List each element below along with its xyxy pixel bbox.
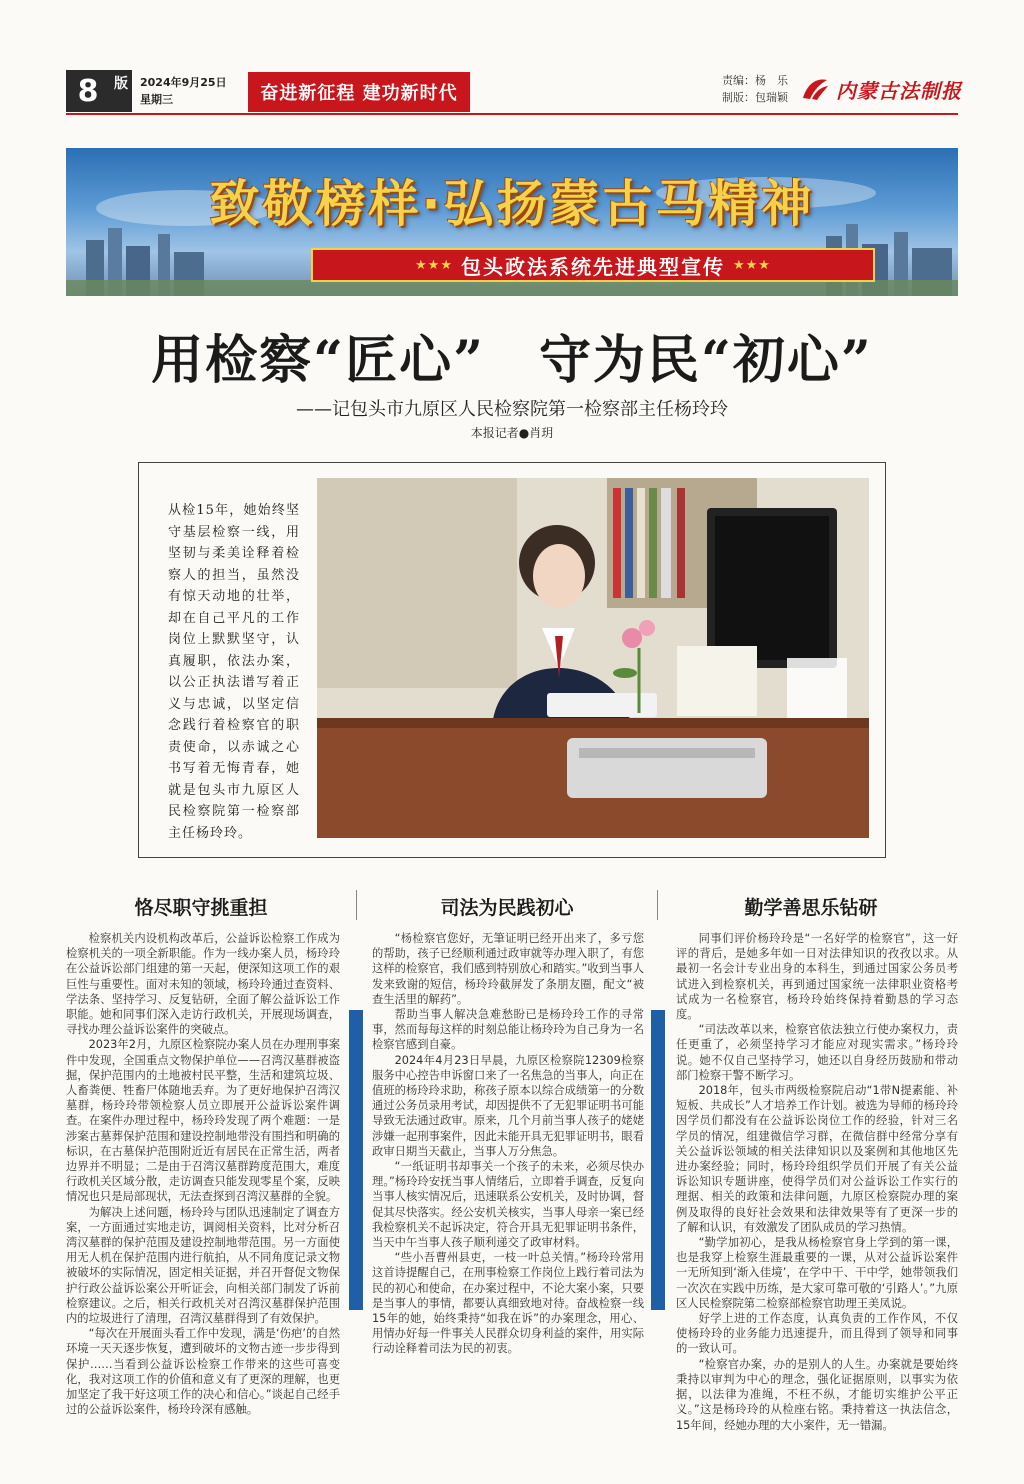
paragraph: 好学上进的工作态度，认真负责的工作作风，不仅使杨玲玲的业务能力迅速提升，而且得到了领导和同事的一致认可。 — [676, 1312, 958, 1356]
column-divider — [356, 890, 357, 920]
banner-subtitle — [311, 248, 875, 282]
photo-prosecutor-at-desk-icon — [317, 478, 869, 838]
column-title-3: 勤学善思乐钻研 — [744, 897, 878, 919]
date-text: 2024年9月25日 — [140, 76, 227, 89]
paragraph: “杨检察官您好，无筆证明已经开出来了，多亏您的帮助，孩子已经顺利通过政审就等办理入职了，有您这样的检察官，我们感到特别放心和踏实。”收到当事人发来致谢的短信，杨玲玲截屏发了条朋友圈，配文“被查生活里的解药”。 — [372, 932, 644, 1006]
column-accent-bar — [651, 1010, 665, 1310]
weekday-text: 星期三 — [140, 93, 173, 106]
banner-title: 致敬榜样·弘扬蒙古马精神 — [209, 175, 815, 233]
column-body-3 — [676, 931, 958, 1433]
column-divider — [657, 890, 658, 920]
banner-subtitle-text: 包头政法系统先进典型宣传 — [461, 254, 725, 279]
paragraph: “些小吾曹州县吏，一枝一叶总关情。”杨玲玲常用这首诗提醒自己，在刑事检察工作岗位上践行着司法为民的初心和使命，在办案过程中，不论大案小案，只要是当事人的事情，都要认真细致地对待。奋战检察一线15年的她，始终秉持“如我在诉”的办案理念，用心、用情办好每一件事关人民群众切身利益的案件，用实际行动诠释着司法为民的初衷。 — [372, 1251, 644, 1356]
producer-name: 制版：包瑞颖 — [722, 91, 788, 104]
paragraph: 为解决上述问题，杨玲玲与团队迅速制定了调查方案，一方面通过实地走访，调阅相关资料，比对分析召湾汉墓群的保护范围及建设控制地带范围。另一方面使用无人机在保护范围内进行航拍，从不同角度记录文物被破坏的实际情况，固定相关证据，并召开督促文物保护行政公益诉讼案公开听证会，向相关部门制发了诉前检察建议。之后，相关行政机关对召湾汉墓群保护范围内的垃圾进行了清理，召湾汉墓群得到了有效保护。 — [66, 1205, 340, 1326]
star-decoration-right: ★★★ — [733, 257, 771, 273]
editor-name: 责编：杨 乐 — [722, 74, 788, 87]
page-unit: 版 — [110, 70, 132, 112]
intro-text: 从检15年，她始终坚守基层检察一线，用坚韧与柔美诠释着检察人的担当，虽然没有惊天动地的壮举，却在自己平凡的工作岗位上默默坚守，认真履职，依法办案，以公正执法谱写着正义与忠诚，以坚定信念践行着检察官的职责使命，以赤诚之心书写着无悔青春，她就是包头市九原区人民检察院第一检察部主任杨玲玲。 — [168, 503, 300, 841]
article-photo — [317, 478, 869, 838]
article-subheadline: ——记包头市九原区人民检察院第一检察部主任杨玲玲 — [296, 399, 728, 420]
editor-credits — [722, 72, 788, 106]
logo-icon — [800, 76, 830, 102]
paragraph: 2018年，包头市两级检察院启动“1带N提素能、补短板、共成长”人才培养工作计划。被选为导师的杨玲玲因学员们都没有在公益诉讼岗位工作的经验，针对三名学员的情况，组建微信学习群，在微信群中经常分享有关公益诉讼领域的相关法律知识以及案例和其他地区先进办案经验；同时，杨玲玲组织学员们开展了有关公益诉讼知识专题讲座，使得学员们对公益诉讼工作实行的理据、相关的政策和法律问题，九原区检察院办理的案例及取得的良好社会效果和法律效果等有了更深一步的了解和认识，有效激发了团队成员的学习热情。 — [676, 1084, 958, 1234]
paragraph: “检察官办案，办的是别人的人生。办案就是要始终秉持以审判为中心的理念，强化证据原则，以事实为依据，以法律为准绳，不枉不纵，才能切实维护公平正义。”这是杨玲玲的从检座右铭。秉持着这一执法信念，15年间，经她办理的大小案件，无一错漏。 — [676, 1357, 958, 1432]
issue-date — [140, 74, 227, 108]
column-title-1: 恪尽职守挑重担 — [134, 897, 268, 919]
column-accent-bar — [349, 1010, 363, 1310]
page-number: 8 — [66, 70, 110, 112]
star-decoration-left: ★★★ — [415, 257, 453, 273]
article-headline: 用检察“匠心” 守为民“初心” — [151, 330, 873, 391]
article-byline: 本报记者●肖玥 — [470, 426, 554, 440]
column-body-2 — [372, 931, 644, 1357]
paragraph: 2024年4月23日早晨，九原区检察院12309检察服务中心控告申诉窗口来了一名焦急的当事人，向正在值班的杨玲玲求助，称孩子原本以综合成绩第一的分数通过公务员录用考试，却因提供不了无犯罪证明书可能导致无法通过政审。原来，几个月前当事人孩子的姥姥涉嫌一起刑事案件，因此未能开具无犯罪证明书，眼看政审日期当天截止，当事人万分焦急。 — [372, 1053, 644, 1158]
feature-banner — [66, 148, 958, 296]
paragraph: 帮助当事人解决急难愁盼已是杨玲玲工作的寻常事，然而每每这样的时刻总能让杨玲玲为自己身为一名检察官感到自豪。 — [372, 1008, 644, 1052]
header-rule — [66, 113, 958, 115]
paragraph: “一纸证明书却事关一个孩子的未来，必须尽快办理。”杨玲玲安抚当事人情绪后，立即着手调查，反复向当事人核实情况后，迅速联系公安机关，及时协调，督促其尽快落实。经公安机关核实，当事人母亲一案已经我检察机关不起诉决定，符合开具无犯罪证明书条件，当天中午当事人孩子顺利递交了政审材料。 — [372, 1160, 644, 1250]
paragraph: “每次在开展面头看工作中发现，满是‘伤疤’的自然环境一天天逐步恢复，遭到破坏的文物古迹一步步得到保护……当看到公益诉讼检察工作带来的这些可喜变化，我对这项工作的价值和意义有了更深的理解，也更加坚定了我干好这项工作的决心和信心。”谈起自己经手过的公益诉讼案件，杨玲玲深有感触。 — [66, 1327, 340, 1417]
column-body-1 — [66, 931, 340, 1418]
newspaper-logo — [800, 72, 970, 106]
paragraph: “勤学加初心，是我从杨检察官身上学到的第一课，也是我穿上检察生涯最重要的一课，从对公益诉讼案件一无所知到‘渐入佳境’，在学中干、干中学，她带领我们一次次在实践中历练，是大家可靠可敬的‘引路人’。”九原区人民检察院第二检察部检察官助理王美凤说。 — [676, 1236, 958, 1310]
column-title-2: 司法为民践初心 — [440, 897, 574, 919]
paragraph: 2023年2月，九原区检察院办案人员在办理刑事案件中发现，全国重点文物保护单位——召湾汉墓群被盗掘，保护范围内的土地被村民平整，生活和建筑垃圾、人畜粪便、牲畜尸体随地丢弃。为了更好地保护召湾汉墓群，杨玲玲带领检察人员立即展开公益诉讼案件调查。在案件办理过程中，杨玲玲发现了两个难题：一是涉案古墓葬保护范围和建设控制地带没有围挡和明确的标识，在古墓保护范围附近近有居民在正常生活，两者边界并不明显；二是由于召湾汉墓群跨度范围大，难度行政机关区域分散，走访调查只能发现零星个案，反映情况也只是局部现状，无法查探到召湾汉墓群的全貌。 — [66, 1038, 340, 1204]
logo-text: 内蒙古法制报 — [836, 78, 962, 103]
paragraph: 检察机关内设机构改革后，公益诉讼检察工作成为检察机关的一项全新职能。作为一线办案人员，杨玲玲在公益诉讼部门组建的第一天起，便深知这项工作的艰巨性与重要性。面对未知的领域，杨玲玲通过查资料、学法条、坚持学习、反复钻研，全面了解公益诉讼工作职能。她和同事们深入走访行政机关，开展现场调查，寻找办理公益诉讼案件的突破点。 — [66, 932, 340, 1037]
paragraph: “司法改革以来，检察官依法独立行使办案权力，责任更重了，必须坚持学习才能应对现实需求。”杨玲玲说。她不仅自己坚持学习，她还以自身经历鼓励和带动部门检察干警不断学习。 — [676, 1023, 958, 1082]
section-slogan: 奋进新征程 建功新时代 — [248, 72, 470, 112]
paragraph: 同事们评价杨玲玲是“一名好学的检察官”，这一好评的背后，是她多年如一日对法律知识的孜孜以求。从最初一名会计专业出身的本科生，到通过国家公务员考试进入到检察机关，再到通过国家统一法律职业资格考试成为一名检察官，杨玲玲始终保持着勤恳的学习态度。 — [676, 932, 958, 1022]
